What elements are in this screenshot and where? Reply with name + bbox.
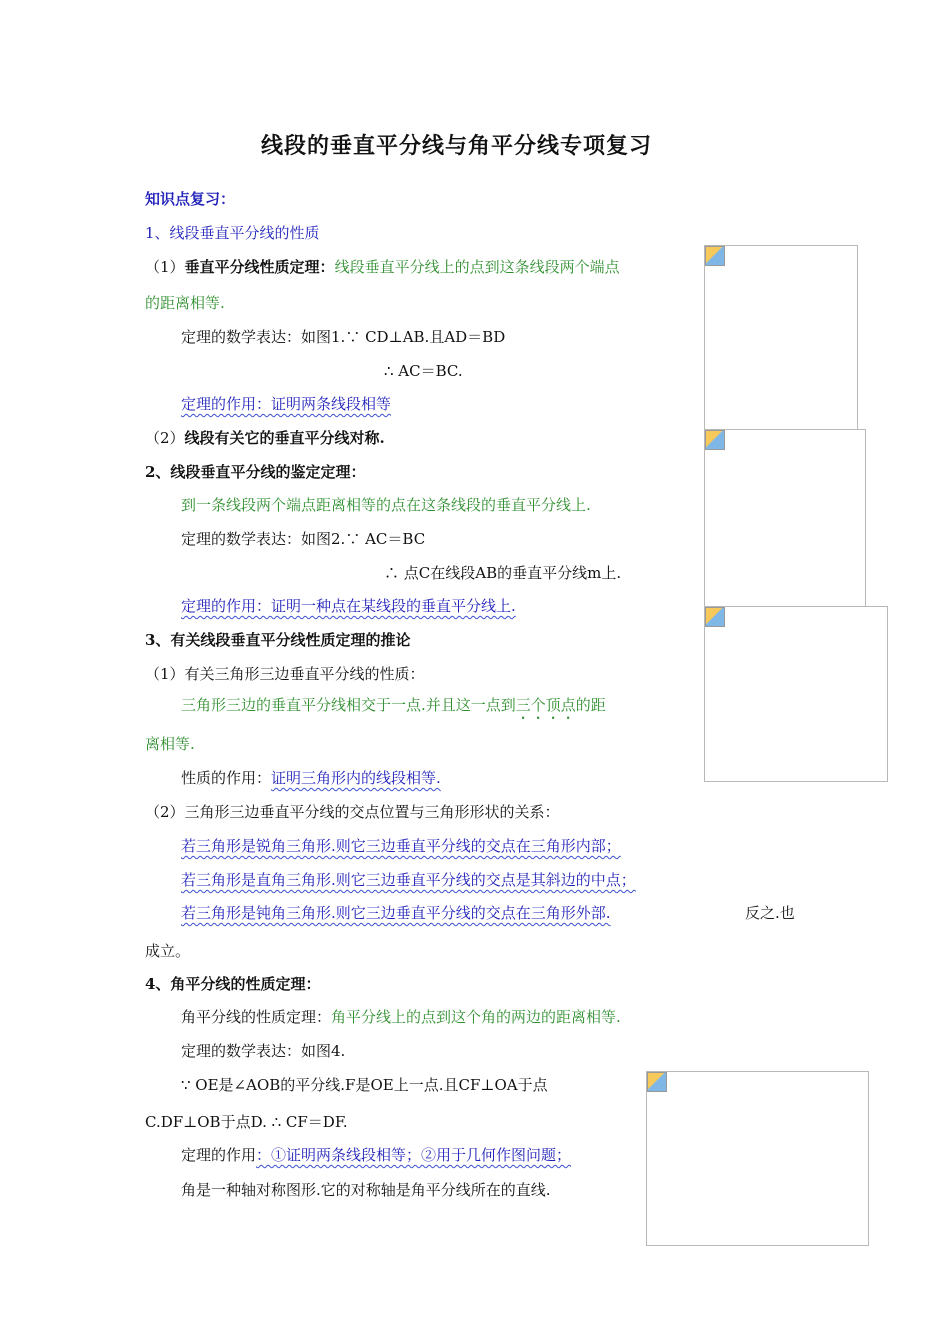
s4-condition-cont: C.DF⊥OB于点D. ∴ CF＝DF. bbox=[145, 1113, 348, 1131]
s3-use-text: 证明三角形内的线段相等. bbox=[271, 769, 441, 787]
s3-use-label: 性质的作用： bbox=[181, 769, 272, 787]
broken-image-icon bbox=[705, 430, 725, 450]
figure-3-placeholder bbox=[704, 606, 888, 782]
broken-image-icon bbox=[647, 1072, 667, 1092]
s1-p1-bold: 垂直平分线性质定理： bbox=[184, 258, 335, 276]
s3-case-acute: 若三角形是锐角三角形.则它三边垂直平分线的交点在三角形内部； bbox=[181, 837, 621, 855]
s2-conclusion: ∴ 点C在线段AB的垂直平分线m上. bbox=[384, 564, 622, 582]
s1-p2-label: （2） bbox=[145, 429, 185, 447]
s1-p1-label: （1） bbox=[145, 258, 185, 276]
section-1-heading: 1、线段垂直平分线的性质 bbox=[145, 224, 320, 242]
s3-corollary-dotted: 三个顶点 bbox=[515, 696, 576, 714]
s4-expression: 定理的数学表达：如图4. bbox=[181, 1042, 346, 1060]
s4-use-label: 定理的作用 bbox=[181, 1146, 257, 1164]
s3-corollary-end: 的距 bbox=[575, 696, 606, 714]
s1-use: 定理的作用：证明两条线段相等 bbox=[181, 395, 392, 413]
s4-use bbox=[181, 1145, 571, 1165]
s3-corollary bbox=[181, 695, 606, 723]
s3-corollary-a: 三角形三边的垂直平分线相交于一点.并且这一点到 bbox=[181, 696, 516, 714]
s1-p2 bbox=[145, 428, 385, 448]
s3-case-next: 成立。 bbox=[145, 942, 191, 960]
s1-p1-green-cont: 的距离相等. bbox=[145, 294, 225, 312]
s3-case-tail: 反之.也 bbox=[745, 904, 795, 922]
s3-p1: （1）有关三角形三边垂直平分线的性质： bbox=[145, 665, 425, 683]
s4-condition: ∵ OE是∠AOB的平分线.F是OE上一点.且CF⊥OA于点 bbox=[181, 1076, 548, 1094]
broken-image-icon bbox=[705, 246, 725, 266]
s1-expression: 定理的数学表达：如图1.∵ CD⊥AB.且AD＝BD bbox=[181, 328, 506, 346]
s4-property-text: 角平分线上的点到这个角的两边的距离相等. bbox=[331, 1008, 621, 1026]
section-4-heading: 4、角平分线的性质定理： bbox=[145, 975, 321, 993]
s2-theorem: 到一条线段两个端点距离相等的点在这条线段的垂直平分线上. bbox=[181, 496, 591, 514]
s2-expression: 定理的数学表达：如图2.∵ AC＝BC bbox=[181, 530, 426, 548]
s1-conclusion: ∴ AC＝BC. bbox=[384, 362, 463, 380]
s4-use-text: ：①证明两条线段相等；②用于几何作图问题； bbox=[256, 1146, 572, 1164]
s3-p2: （2）三角形三边垂直平分线的交点位置与三角形形状的关系： bbox=[145, 803, 560, 821]
s4-property-label: 角平分线的性质定理： bbox=[181, 1008, 332, 1026]
page-title: 线段的垂直平分线与角平分线专项复习 bbox=[261, 133, 653, 159]
review-heading: 知识点复习： bbox=[145, 190, 236, 208]
broken-image-icon bbox=[705, 607, 725, 627]
s3-use bbox=[181, 768, 441, 788]
s3-case-obtuse: 若三角形是钝角三角形.则它三边垂直平分线的交点在三角形外部. bbox=[181, 904, 611, 922]
section-3-heading: 3、有关线段垂直平分线性质定理的推论 bbox=[145, 631, 411, 649]
s4-property bbox=[181, 1007, 621, 1027]
s1-p1 bbox=[145, 257, 620, 277]
figure-1-placeholder bbox=[704, 245, 858, 444]
s1-p1-green: 线段垂直平分线上的点到这条线段两个端点 bbox=[334, 258, 620, 276]
s2-use: 定理的作用：证明一种点在某线段的垂直平分线上. bbox=[181, 597, 516, 615]
s3-corollary-cont: 离相等. bbox=[145, 735, 195, 753]
figure-4-placeholder bbox=[646, 1071, 869, 1246]
s4-axis-note: 角是一种轴对称图形.它的对称轴是角平分线所在的直线. bbox=[181, 1181, 551, 1199]
section-2-heading: 2、线段垂直平分线的鉴定定理： bbox=[145, 463, 366, 481]
s3-case-right: 若三角形是直角三角形.则它三边垂直平分线的交点是其斜边的中点； bbox=[181, 871, 636, 889]
figure-2-placeholder bbox=[704, 429, 866, 628]
s1-p2-bold: 线段有关它的垂直平分线对称. bbox=[184, 429, 385, 447]
